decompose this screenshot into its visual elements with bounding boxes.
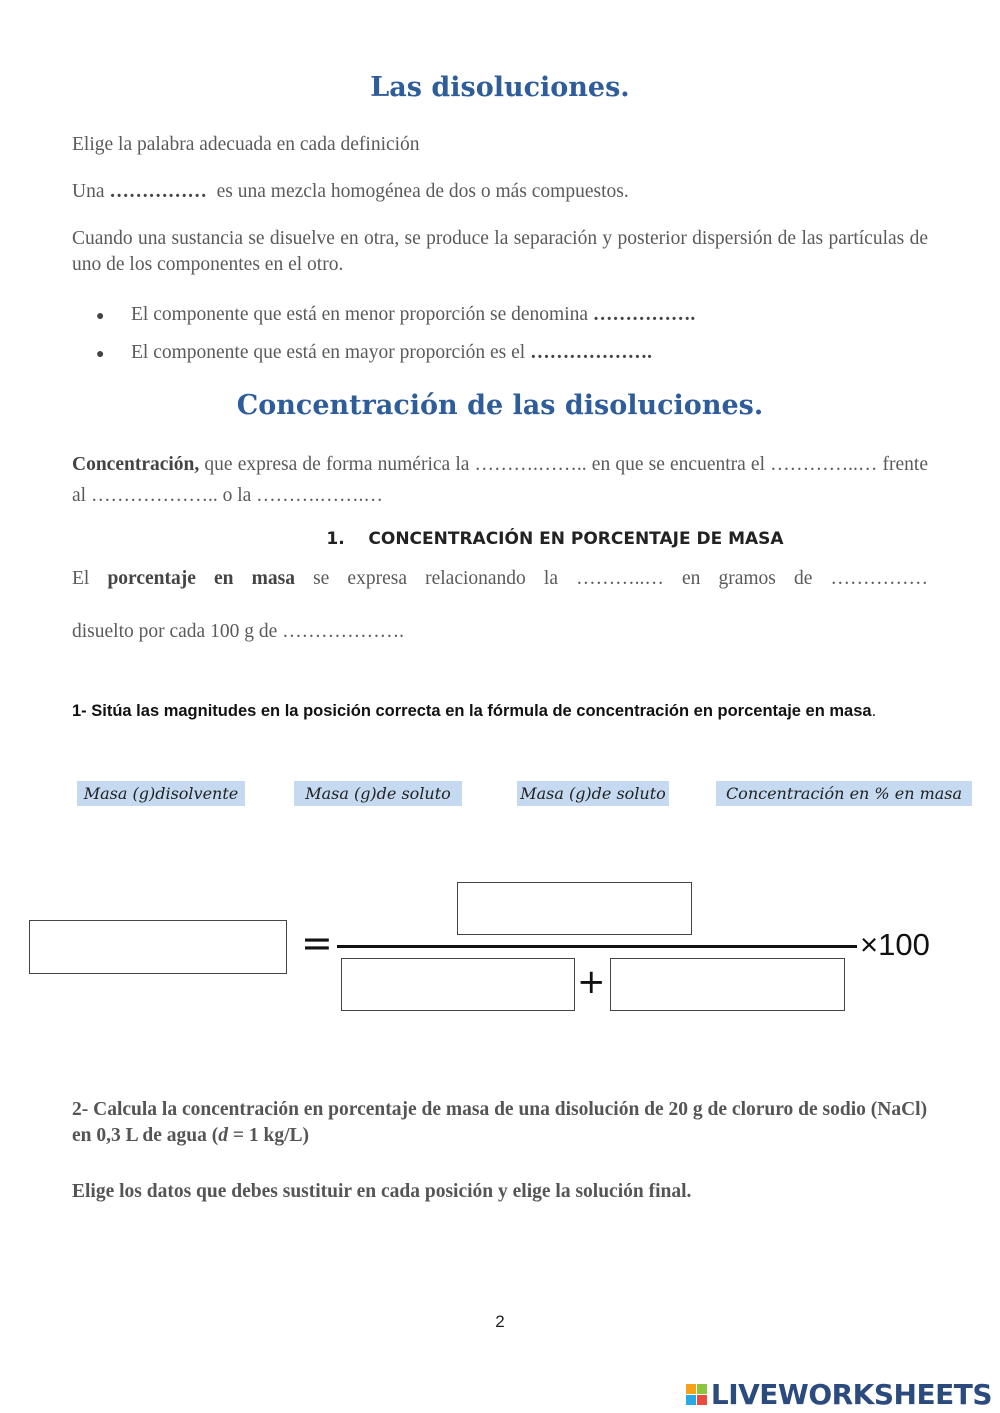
page-number: 2: [495, 1312, 505, 1331]
chip-masa-disolvente[interactable]: Masa (g)disolvente: [77, 781, 245, 806]
blank-soluto[interactable]: …………….: [592, 304, 696, 325]
times-100: [860, 927, 930, 963]
times-sign: ×: [860, 927, 879, 962]
chip-masa-soluto-1[interactable]: Masa (g)de soluto: [294, 781, 462, 806]
definition-disolucion: [72, 179, 928, 205]
bullet-marker: ●: [96, 347, 105, 362]
question-2: [72, 1097, 928, 1149]
bullet-label: El componente que está en mayor proporción es el: [131, 342, 531, 363]
definition-dispersion: Cuando una sustancia se disuelve en otra, se produce la separación y posterior dispersión de las partículas de uno de los componentes en el otro.: [72, 228, 928, 275]
drop-box-denominator-right[interactable]: [610, 958, 845, 1011]
bullet-text-soluto: [131, 304, 695, 326]
bullet-text-disolvente: [131, 342, 652, 364]
pm-post: se expresa relacionando la ………..… en gramos de ……………: [294, 568, 929, 589]
equals-sign: =: [301, 921, 333, 965]
porcentaje-masa-line1: [72, 566, 928, 592]
liveworksheets-logo-icon: [686, 1384, 707, 1405]
porcentaje-masa-line2: disuelto por cada 100 g de ……………….: [72, 621, 404, 642]
question-2-instruction: Elige los datos que debes sustituir en cada posición y elige la solución final.: [72, 1181, 692, 1202]
question-2-pre: 2- Calcula la concentración en porcentaje de masa de una disolución de 20 g de cloruro de sodio (NaCl) en 0,3 L de agua (: [72, 1099, 928, 1146]
concentration-rest: que expresa de forma numérica la ……….…….. en que se encuentra el …………..… frente al ……………….. o la ……….…….…: [72, 454, 928, 506]
def1-post: es una mezcla homogénea de dos o más compuestos.: [206, 181, 629, 202]
section-heading-porcentaje-masa: [0, 529, 1000, 549]
chip-concentracion-masa[interactable]: Concentración en % en masa: [716, 781, 972, 806]
porcentaje-term: porcentaje en masa: [107, 568, 295, 589]
list-item: [0, 342, 1000, 370]
drop-box-numerator[interactable]: [457, 882, 692, 935]
section-title-concentracion: Concentración de las disoluciones.: [236, 390, 764, 421]
page-title: Las disoluciones.: [370, 72, 630, 103]
fraction-line: [337, 945, 857, 948]
liveworksheets-logo: [686, 1378, 992, 1411]
plus-sign: +: [577, 962, 606, 1002]
def1-pre: Una: [72, 181, 110, 202]
question-1-end: .: [871, 702, 877, 720]
chip-masa-soluto-2[interactable]: Masa (g)de soluto: [517, 781, 669, 806]
blank-disolucion[interactable]: ……………: [109, 181, 207, 202]
section-heading-text: CONCENTRACIÓN EN PORCENTAJE DE MASA: [368, 529, 784, 549]
concentration-term: Concentración,: [72, 454, 200, 475]
question-1-text: 1- Sitúa las magnitudes en la posición correcta en la fórmula de concentración en porcentaje en masa: [72, 702, 872, 720]
question-2-post: = 1 kg/L): [228, 1125, 310, 1146]
section-number: 1.: [326, 529, 345, 549]
factor-100: 100: [878, 927, 930, 962]
question-1: [72, 699, 928, 724]
brand-name: LIVEWORKSHEETS: [710, 1378, 992, 1411]
instruction-text: Elige la palabra adecuada en cada definición: [72, 134, 420, 155]
bullet-marker: ●: [96, 309, 105, 324]
drop-box-denominator-left[interactable]: [341, 958, 575, 1011]
density-var: d: [218, 1125, 229, 1146]
pm-pre: El: [72, 568, 108, 589]
concentration-definition: [72, 449, 928, 511]
blank-disolvente[interactable]: ……………….: [530, 342, 652, 363]
drop-box-concentracion[interactable]: [29, 920, 287, 974]
bullet-label: El componente que está en menor proporción se denomina: [131, 304, 593, 325]
list-item: [0, 304, 1000, 332]
